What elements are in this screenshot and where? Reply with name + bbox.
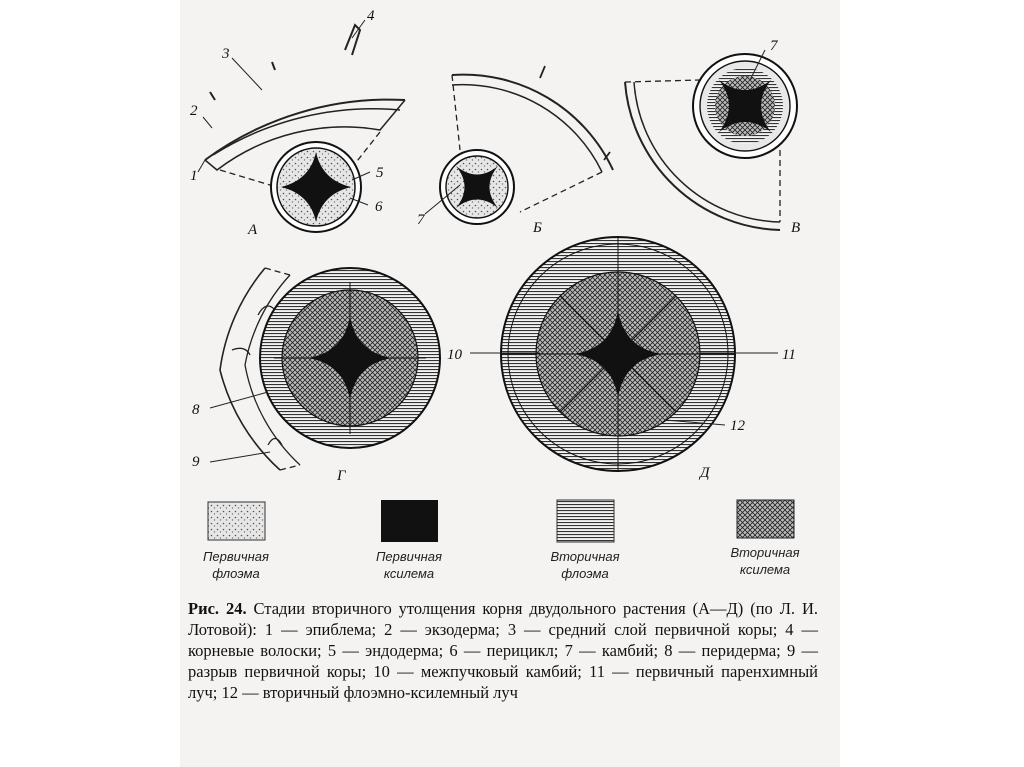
label-cambium-v: 7	[770, 38, 778, 54]
stage-label-a: А	[248, 222, 258, 238]
stage-label-v: В	[791, 220, 801, 236]
stage-b-diagram	[440, 66, 613, 224]
label-exodermis: 2	[190, 103, 198, 119]
stage-label-g: Г	[337, 468, 346, 484]
legend-label-3-line2: флоэма	[561, 566, 609, 581]
label-periderm: 8	[192, 402, 200, 418]
stage-label-b: Б	[533, 220, 542, 236]
legend-swatch-primary-phloem	[208, 502, 265, 540]
label-interfascicular-cambium: 10	[447, 347, 462, 363]
caption-body: Стадии вторичного утолщения корня двудольного растения (А—Д) (по Л. И. Лотовой): 1 — эпиблема; 2 — экзодерма; 3 — средний слой первичной коры; 4 — корневые волоски; 5 — эндодерма; 6 — перицикл; 7 — камбий; 8 — перидерма; 9 — разрыв первичной коры; 10 — межпучковый камбий; 11 — первичный паренхимный луч; 12 — вторичный флоэмно-ксилемный луч	[188, 599, 818, 702]
stage-d-diagram	[501, 237, 735, 471]
label-pericycle: 6	[375, 199, 383, 215]
label-endodermis: 5	[376, 165, 384, 181]
legend-swatch-secondary-xylem	[737, 500, 794, 538]
caption-prefix: Рис. 24.	[188, 599, 247, 618]
stage-label-d: Д	[700, 465, 710, 481]
label-epiblema: 1	[190, 168, 198, 184]
legend-label-3-line1: Вторичная	[550, 549, 620, 564]
legend-label-1-line2: флоэма	[212, 566, 260, 581]
label-root-hairs: 4	[367, 8, 375, 24]
legend-label-1-line1: Первичная	[203, 549, 269, 564]
legend-label-2-line1: Первичная	[376, 549, 442, 564]
stage-g-diagram	[220, 268, 440, 470]
label-cortex-rupture: 9	[192, 454, 200, 470]
legend-label-4-line1: Вторичная	[730, 545, 800, 560]
label-middle-cortex: 3	[222, 46, 230, 62]
legend	[203, 500, 800, 581]
legend-swatch-secondary-phloem	[557, 500, 614, 542]
legend-swatch-primary-xylem	[381, 500, 438, 542]
legend-label-2-line2: ксилема	[383, 566, 435, 581]
label-parenchyma-ray: 11	[782, 347, 796, 363]
legend-label-4-line2: ксилема	[739, 562, 791, 577]
stage-v-diagram	[625, 54, 797, 230]
label-cambium-b: 7	[417, 212, 425, 228]
label-secondary-ray: 12	[730, 418, 745, 434]
figure-caption	[188, 598, 818, 703]
